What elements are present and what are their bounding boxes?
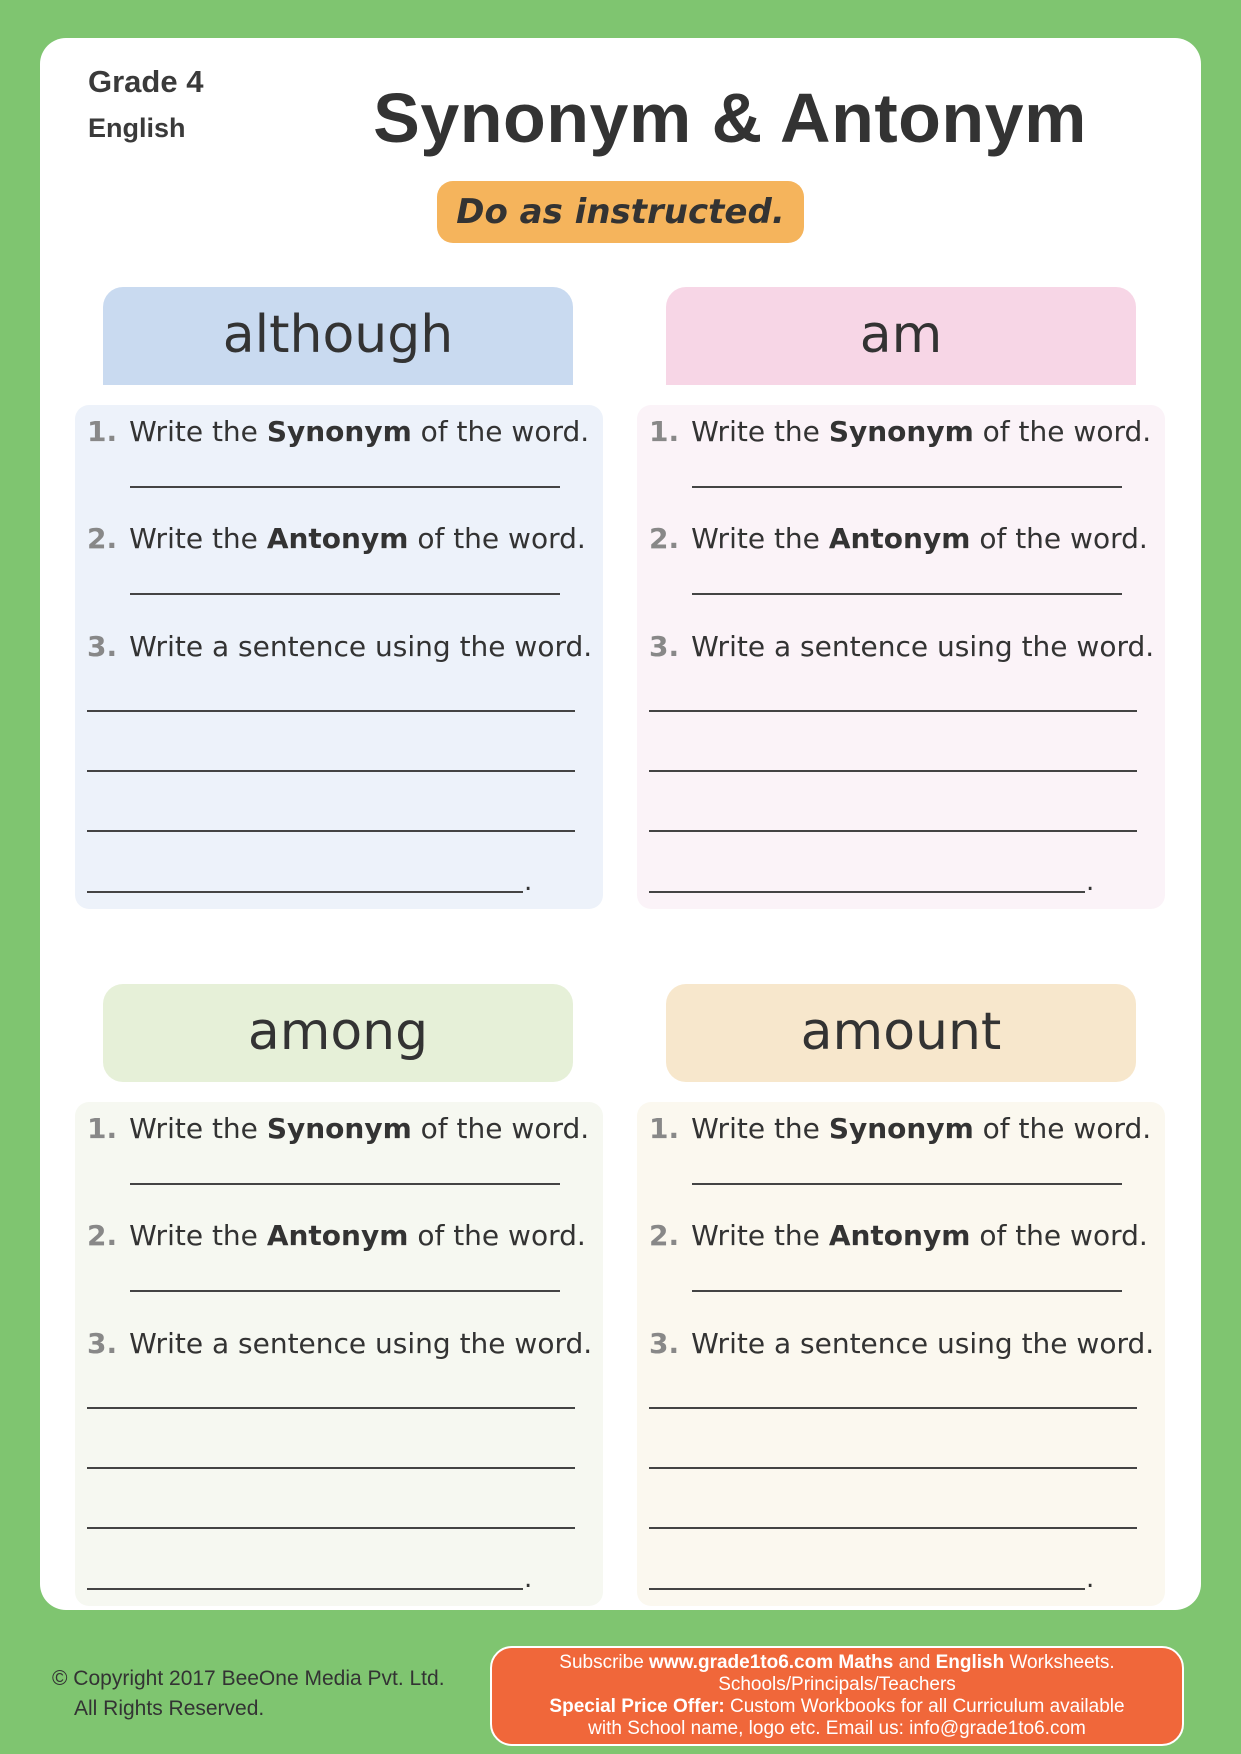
end-period: . (1086, 867, 1095, 897)
question-antonym (87, 1219, 586, 1252)
promo-line-2: Schools/Principals/Teachers (718, 1674, 956, 1695)
question-text: Write a sentence using the word. (129, 1327, 593, 1360)
question-panel (637, 1102, 1165, 1606)
question-text: Write a sentence using the word. (691, 630, 1155, 663)
question-synonym (87, 415, 589, 448)
promo-offer-label: Special Price Offer: (549, 1696, 725, 1717)
question-text: Write the (691, 1112, 820, 1145)
promo-text: and (893, 1652, 936, 1673)
copyright (52, 1664, 445, 1724)
answer-line[interactable] (692, 486, 1122, 488)
question-text: of the word. (982, 1112, 1152, 1145)
question-number: 1. (87, 1112, 118, 1145)
question-number: 2. (649, 1219, 680, 1252)
answer-line[interactable] (130, 486, 560, 488)
rights-line: All Rights Reserved. (74, 1697, 265, 1720)
promo-line-3 (492, 1696, 1182, 1718)
page-title: Synonym & Antonym (373, 79, 1087, 157)
answer-line[interactable] (130, 593, 560, 595)
question-sentence (649, 1327, 1154, 1360)
end-period: . (524, 867, 533, 897)
grade-label: Grade 4 (88, 64, 204, 99)
sentence-line[interactable] (649, 1527, 1137, 1529)
promo-text-bold: English (935, 1652, 1005, 1673)
instruction-badge: Do as instructed. (437, 181, 804, 243)
question-text: Write the (691, 522, 820, 555)
question-number: 1. (649, 1112, 680, 1145)
question-number: 3. (649, 630, 680, 663)
sentence-line[interactable] (87, 1467, 575, 1469)
question-panel (637, 405, 1165, 909)
question-panel (75, 405, 603, 909)
question-number: 2. (87, 522, 118, 555)
promo-line-1 (492, 1652, 1182, 1674)
question-text: Write the (691, 415, 820, 448)
sentence-line[interactable] (649, 1407, 1137, 1409)
question-antonym (649, 522, 1148, 555)
question-number: 2. (649, 522, 680, 555)
answer-line[interactable] (130, 1290, 560, 1292)
sentence-line[interactable] (87, 1588, 523, 1590)
question-text: Write the (129, 522, 258, 555)
question-number: 3. (87, 630, 118, 663)
question-synonym (87, 1112, 589, 1145)
question-antonym (87, 522, 586, 555)
question-text: of the word. (979, 522, 1148, 555)
question-sentence (87, 630, 592, 663)
question-keyword: Synonym (266, 415, 412, 448)
question-text: Write the (129, 415, 258, 448)
answer-line[interactable] (692, 1183, 1122, 1185)
question-text: of the word. (420, 1112, 590, 1145)
sentence-line[interactable] (649, 710, 1137, 712)
question-number: 1. (87, 415, 118, 448)
sentence-line[interactable] (87, 1527, 575, 1529)
answer-line[interactable] (692, 593, 1122, 595)
subject-label: English (88, 113, 186, 143)
promo-banner (490, 1646, 1184, 1746)
question-panel (75, 1102, 603, 1606)
sentence-line[interactable] (87, 1407, 575, 1409)
question-text: Write a sentence using the word. (129, 630, 593, 663)
sentence-line[interactable] (649, 770, 1137, 772)
sentence-line[interactable] (87, 830, 575, 832)
question-text: of the word. (979, 1219, 1148, 1252)
word-heading: among (103, 984, 573, 1082)
question-keyword: Antonym (266, 1219, 409, 1252)
question-synonym (649, 415, 1151, 448)
question-number: 3. (87, 1327, 118, 1360)
question-keyword: Synonym (828, 415, 974, 448)
promo-line-4: with School name, logo etc. Email us: info@grade1to6.com (588, 1718, 1086, 1739)
question-keyword: Antonym (828, 1219, 971, 1252)
word-heading: although (103, 287, 573, 385)
sentence-line[interactable] (649, 830, 1137, 832)
question-number: 3. (649, 1327, 680, 1360)
promo-site-link[interactable]: www.grade1to6.com Maths (649, 1652, 894, 1673)
sentence-line[interactable] (87, 710, 575, 712)
promo-text: Worksheets. (1004, 1652, 1115, 1673)
question-text: of the word. (417, 1219, 586, 1252)
copyright-line: © Copyright 2017 BeeOne Media Pvt. Ltd. (52, 1667, 445, 1690)
sentence-line[interactable] (649, 1467, 1137, 1469)
end-period: . (524, 1564, 533, 1594)
question-keyword: Synonym (828, 1112, 974, 1145)
end-period: . (1086, 1564, 1095, 1594)
sentence-line[interactable] (649, 891, 1085, 893)
question-text: Write a sentence using the word. (691, 1327, 1155, 1360)
question-sentence (649, 630, 1154, 663)
question-keyword: Antonym (266, 522, 409, 555)
word-heading: amount (666, 984, 1136, 1082)
promo-text: Subscribe (559, 1652, 650, 1673)
promo-text: Custom Workbooks for all Curriculum available (724, 1696, 1125, 1717)
sentence-line[interactable] (87, 770, 575, 772)
question-synonym (649, 1112, 1151, 1145)
question-antonym (649, 1219, 1148, 1252)
sentence-line[interactable] (87, 891, 523, 893)
question-text: of the word. (420, 415, 590, 448)
sentence-line[interactable] (649, 1588, 1085, 1590)
question-keyword: Synonym (266, 1112, 412, 1145)
question-text: Write the (691, 1219, 820, 1252)
answer-line[interactable] (130, 1183, 560, 1185)
question-text: of the word. (982, 415, 1152, 448)
question-number: 1. (649, 415, 680, 448)
question-sentence (87, 1327, 592, 1360)
question-number: 2. (87, 1219, 118, 1252)
question-text: Write the (129, 1219, 258, 1252)
question-keyword: Antonym (828, 522, 971, 555)
word-heading: am (666, 287, 1136, 385)
question-text: of the word. (417, 522, 586, 555)
answer-line[interactable] (692, 1290, 1122, 1292)
question-text: Write the (129, 1112, 258, 1145)
